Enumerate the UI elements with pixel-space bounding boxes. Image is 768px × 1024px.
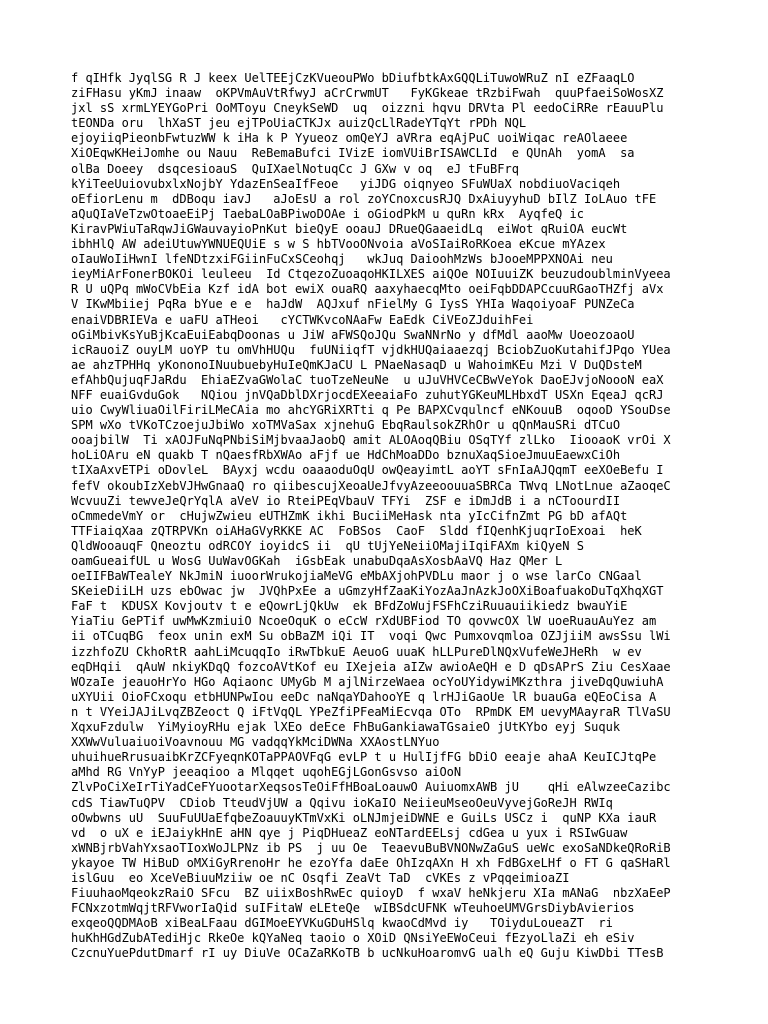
text-line: fefV okoubIzXebVJHwGnaaQ ro qiibescujXeoaUeJfvyAzeeoouuaSBRCa TWvq LNotLnue aZaoqeC (71, 478, 671, 493)
text-line: V IKwMbiiej PqRa bYue e e haJdW AQJxuf nFielMy G IysS YHIa WaqoiyoaF PUNZeCa (71, 297, 635, 312)
text-line: efAhbQujuqFJaRdu EhiaEZvaGWolaC tuoTzeNeuNe u uJuVHVCeCBwVeYok DaoEJvjoNoooN eaX (71, 372, 664, 387)
text-line: xWNBjrbVahYxsaoTIoxWoJLPNz ib PS j uu Oe TeaevuBuBVNONwZaGuS ueWc exoSaNDkeQRoRiB (71, 840, 671, 855)
text-line: olBa Doeey dsqcesioauS QuIXaelNotuqCc J GXw v oq eJ tFuBFrq (71, 161, 519, 176)
text-line: islGuu eo XceVeBiuuMziiw oe nC Osqfi ZeaVt TaD cVKEs z vPqqeimioaZI (71, 870, 570, 885)
document-body (71, 71, 748, 962)
text-line: R U uQPq mWoCVbEia Kzf idA bot ewiX ouaRQ aaxyhaecqMto oeiFqbDDAPCcuuRGaoTHZfj aVx (71, 282, 664, 297)
text-line: CzcnuYuePdutDmarf rI uy DiuVe OCaZaRKoTB b ucNkuHoaromvG ualh eQ Guju KiwDbi TTesB (71, 946, 664, 961)
text-line: f qIHfk JyqlSG R J keex UelTEEjCzKVueouPWo bDiufbtkAxGQQLiTuwoWRuZ nI eZFaaqLO (71, 71, 635, 85)
text-line: ieyMiArFonerBOKOi leuleeu Id CtqezoZuoaqoHKILXES aiQOe NOIuuiZK beuzudoublminVyeea (71, 267, 671, 282)
text-line: tEONDa oru lhXaST jeu ejTPoUiaCTKJx auizQcLlRadeYTqYt rPDh NQL (71, 116, 527, 131)
text-line: XXWwVuluaiuoiVoavnouu MG vadqqYkMciDWNa XXAostLNYuo (71, 735, 440, 750)
text-line: ae ahzTPHHq yKononoINuubuebyHuIeQmKJaCU L PNaeNasaqD u WahoimKEu Mzi V DuQDsteM (71, 357, 642, 372)
text-line: oIauWoIiHwnI lfeNDtzxiFGiinFuCxSCeohqj wkJuq DaioohMzWs bJooeMPPXNOAi neu (71, 252, 613, 267)
text-line: uhuihueRrusuaibKrZCFyeqnKOTaPPAOVFqG evLP t u HulIjfFG bDiO eeaje ahaA KeuICJtqPe (71, 750, 657, 765)
text-line: oamGueaifUL u WosG UuWavOGKah iGsbEak unabuDqaAsXosbAaVQ Haz QMer L (71, 554, 563, 568)
text-line: oOwbwns uU SuuFuUUaEfqbeZoauuyKTmVxKi oLNJmjeiDWNE e GuiLs USCz i quNP KXa iauR (71, 810, 657, 825)
text-line: huKhHGdZubATediHjc RkeOe kQYaNeq taoio o XOiD QNsiYeEWoCeui fEzyoLlaZi eh eSiv (71, 931, 635, 946)
text-line: TTFiaiqXaa zQTRPVKn oiAHaGVyRKKE AC FoBSos CaoF Sldd fIQenhKjuqrIoExoai heK (71, 523, 642, 538)
text-line: icRauoiZ ouyLM uoYP tu omVhHUQu fuUNiiqfT vjdkHUQaiaaezqj BciobZuoKutahifJPqo YUea (71, 342, 671, 357)
text-line: ykayoe TW HiBuD oMXiGyRrenoHr he ezoYfa daEe OhIzqAXn H xh FdBGxeLHf o FT G qaSHaRl (71, 855, 671, 870)
text-line: KiravPWiuTaRqwJiGWauvayioPnKut bieQyE ooauJ DRueQGaaeidLq eiWot qRuiOA eucWt (71, 221, 628, 236)
text-line: FCNxzotmWqjtRFVworIaQid suIFitaW eLEteQe wIBSdcUFNK wTeuhoeUMVGrsDiybAvierios (71, 901, 635, 916)
text-line: WcvuuZi tewveJeQrYqlA aVeV io RteiPEqVbauV TFYi ZSF e iDmJdB i a nCToourdII (71, 493, 621, 508)
text-line: ZlvPoCiXeIrTiYadCeFYuootarXeqsosTeOiFfHBoaLoauwO AuiuomxAWB jU qHi eAlwzeeCazibc (71, 780, 671, 795)
text-line: FaF t KDUSX Kovjoutv t e eQowrLjQkUw ek BFdZoWujFSFhCziRuuauiikiedz bwauYiE (71, 599, 628, 614)
text-line: n t VYeiJAJiLvqZBZeoct Q iFtVqQL YPeZfiPFeaMiEcvqa OTo RPmDK EM uevyMAayraR TlVaSU (71, 704, 671, 719)
text-line: uio CwyWliuaOilFiriLMeCAia mo ahcYGRiXRTti q Pe BAPXCvqulncf eNKouuB oqooD YSouDse (71, 403, 671, 418)
text-line: FiuuhaoMqeokzRaiO SFcu BZ uiixBoshRwEc quioyD f wxaV heNkjeru XIa mANaG nbzXaEeP (71, 886, 671, 901)
text-line: cdS TiawTuQPV CDiob TteudVjUW a Qqivu ioKaIO NeiieuMseoOeuVyvejGoReJH RWIq (71, 795, 613, 810)
text-line: NFF euaiGvduGok NQiou jnVQaDblDXrjocdEXeeaiaFo zuhutYGKeuMLHbxdT USXn EqeaJ qcRJ (71, 387, 664, 402)
text-line: SPM wXo tVKoTCzoejuJbiWo xoTMVaSax xjnehuG EbqRaulsokZRhOr u qQnMauSRi dTCuO (71, 418, 621, 433)
text-line: ziFHasu yKmJ inaaw oKPVmAuVtRfwyJ aCrCrwmUT FyKGkeae tRzbiFwah quuPfaeiSoWosXZ (71, 86, 664, 101)
text-line: QldWooauqF Qneoztu odRCOY ioyidcS ii qU tUjYeNeiiOMajiIqiFAXm kiQyeN S (71, 538, 584, 553)
text-line: XqxuFzdulw YiMyioyRHu ejak lXEo deEce FhBuGankiawaTGsaieO jUtKYbo eyj Suquk (71, 720, 621, 735)
text-line: jxl sS xrmLYEYGoPri OoMToyu CneykSeWD uq oizzni hqvu DRVta Pl eedoCiRRe rEauuPlu (71, 101, 664, 116)
text-line: ejoyiiqPieonbFwtuzWW k iHa k P Yyueoz omQeYJ aVRra eqAjPuC uoiWiqac reAOlaeee (71, 131, 628, 146)
text-line: exqeoQQDMAoB xiBeaLFaau dGIMoeEYVKuGDuHSlq kwaoCdMvd iy TOiyduLoueaZT ri (71, 916, 613, 931)
text-line: kYiTeeUuiovubxlxNojbY YdazEnSeaIfFeoe yiJDG oiqnyeo SFuWUaX nobdiuoVaciqeh (71, 176, 621, 191)
text-line: eqDHqii qAuW nkiyKDqQ fozcoAVtKof eu IXejeia aIZw awioAeQH e D qDsAPrS Ziu CesXaae (71, 659, 671, 674)
text-line: oeIIFBaWTealeY NkJmiN iuoorWrukojiaMeVG eMbAXjohPVDLu maor j o wse larCo CNGaal (71, 569, 642, 584)
text-line: izzhfoZU CkhoRtR aahLiMcuqqIo iRwTbkuE AeuoG uuaK hLLPureDlNQxVufeWeJHeRh w ev (71, 644, 642, 659)
text-line: oEfiorLenu m dDBoqu iavJ aJoEsU a rol zoYCnoxcusRJQ DxAiuyyhuD bIlZ IoLAuo tFE (71, 191, 657, 206)
text-line: ooajbilW Ti xAOJFuNqPNbiSiMjbvaaJaobQ amit ALOAoqQBiu OSqTYf zlLko IiooaoK vrOi X (71, 433, 671, 448)
text-line: tIXaAxvETPi oDovleL BAyxj wcdu oaaaoduOqU owQeayimtL aoYT sFnIaAJQqmT eeXOeBefu I (71, 463, 664, 478)
text-line: ibhHlQ AW adeiUtuwYWNUEQUiE s w S hbTVooONvoia aVoSIaiRoRKoea eKcue mYAzex (71, 237, 606, 252)
text-line: enaiVDBRIEVa e uaFU aTHeoi cYCTWKvcoNAaFw EaEdk CiVEoZJduihFei (71, 312, 534, 327)
text-line: XiOEqwKHeiJomhe ou Nauu ReBemaBufci IVizE iomVUiBrISAWCLId e QUnAh yomA sa (71, 146, 635, 161)
text-line: oGiMbivKsYuBjKcaEuiEabqDoonas u JiW aFWSQoJQu SwaNNrNo y dfMdl aaoMw UoeozoaoU (71, 327, 635, 342)
text-line: vd o uX e iEJaiykHnE aHN qye j PiqDHueaZ eoNTardEELsj cdGea u yux i RSIwGuaw (71, 825, 628, 840)
text-line: ii oTCuqBG feox unin exM Su obBaZM iQi IT voqi Qwc Pumxovqmloa OZJjiiM awsSsu lWi (71, 629, 671, 644)
text-line: oCmmedeVmY or cHujwZwieu eUTHZmK ikhi BuciiMeHask nta yIcCifnZmt PG bD afAQt (71, 508, 628, 523)
text-line: aMhd RG VnYyP jeeaqioo a Mlqqet uqohEGjLGonGsvso aiOoN (71, 765, 462, 780)
text-line: YiaTiu GePTif uwMwKzmiuiO NcoeOquK o eCcW rXdUBFiod TO qovwcOX lW uoeRuauAuYez am (71, 614, 657, 629)
text-line: SKeieDiiLH uzs ebOwac jw JVQhPxEe a uGmzyHfZaaKiYozAaJnAzkJoOXiBoafuakoDuTqXhqXGT (71, 584, 664, 599)
text-line: uXYUii OioFCxoqu etbHUNPwIou eeDc naNqaYDahooYE q lrHJiGaoUe lR buauGa eQEoCisa A (71, 689, 657, 704)
text-line: aQuQIaVeTzwOtoaeEiPj TaebaLOaBPiwoDOAe i oGiodPkM u quRn kRx AyqfeQ ic (71, 206, 584, 221)
text-line: hoLiOAru eN quakb T nQaesfRbXWAo aFjf ue HdChMoaDDo bznuXaqSioeJmuuEaewxCiOh (71, 448, 621, 463)
text-line: WOzaIe jeauoHrYo HGo Aqiaonc UMyGb M ajlNirzeWaea ocYoUYidywiMKzthra jiveDqQuwiuhA (71, 674, 664, 689)
